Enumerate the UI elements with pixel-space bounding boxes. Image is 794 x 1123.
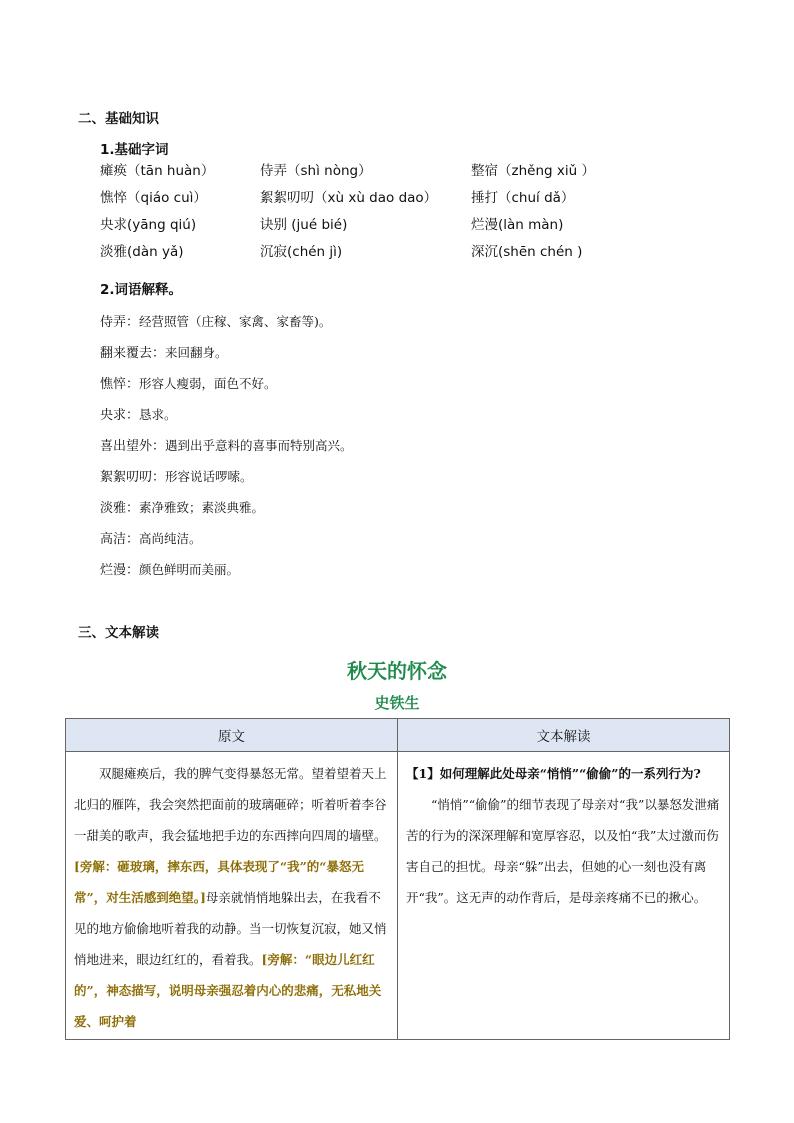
definitions-list (100, 306, 353, 585)
vocab-item: 烂漫(làn màn) (471, 217, 564, 233)
definition-item (100, 554, 353, 585)
definition-term: 翻来覆去： (100, 346, 166, 361)
vocab-item: 淡雅(dàn yǎ) (100, 244, 184, 260)
definition-text: 素净雅致；素淡典雅。 (139, 500, 265, 515)
original-text-cell (66, 752, 398, 1040)
annotation-note: [旁解：砸玻璃，摔东西，具体表现了“我”的“暴怒无常”，对生活感到绝望。] (74, 859, 364, 905)
section-basic-knowledge: 二、基础知识 (78, 111, 159, 127)
definition-term: 絮絮叨叨： (100, 470, 166, 485)
definition-term: 侍弄： (100, 315, 140, 330)
vocab-row (100, 158, 620, 185)
definition-term: 憔悴： (100, 377, 140, 392)
definition-item (100, 399, 353, 430)
vocab-row (100, 239, 620, 266)
vocab-item: 深沉(shēn chén ) (471, 244, 583, 260)
annotation-note: [旁解：“眼边儿红红的”，神态描写，说明母亲强忍着内心的悲痛，无私地关爱、呵护着 (74, 952, 382, 1029)
definition-item (100, 461, 353, 492)
vocab-grid (100, 158, 620, 266)
definition-text: 形容说话啰嗦。 (165, 469, 253, 484)
vocab-item: 瘫痪（tān huàn） (100, 163, 215, 179)
original-text: 母亲就悄悄地躲出去，在我看不见的地方偷偷地听着我的动静。当一切恢复沉寂，她又悄悄地进来，眼边红红的，看着我。 (74, 890, 387, 967)
definition-term: 高洁： (100, 532, 140, 547)
definition-text: 颜色鲜明而美丽。 (139, 562, 240, 577)
vocab-heading: 1.基础字词 (100, 142, 169, 158)
definition-item (100, 337, 353, 368)
definition-term: 央求： (100, 408, 140, 423)
vocab-item: 侍弄（shì nòng） (260, 163, 372, 179)
original-text: 双腿瘫痪后，我的脾气变得暴怒无常。望着望着天上北归的雁阵，我会突然把面前的玻璃砸碎；听着听着李谷一甜美的歌声，我会猛地把手边的东西摔向四周的墙壁。 (74, 766, 387, 843)
article-title: 秋天的怀念 (347, 659, 447, 683)
table-row (66, 752, 730, 1040)
definition-term: 淡雅： (100, 501, 140, 516)
vocab-item: 诀别 (jué bié) (260, 217, 348, 233)
column-header-analysis: 文本解读 (398, 719, 730, 752)
definition-term: 烂漫： (100, 563, 140, 578)
vocab-row (100, 212, 620, 239)
reading-table (65, 718, 730, 1040)
definition-item (100, 368, 353, 399)
vocab-item: 沉寂(chén jì) (260, 244, 343, 260)
vocab-item: 捶打（chuí dǎ） (471, 190, 575, 206)
definition-item (100, 306, 353, 337)
column-header-original: 原文 (66, 719, 398, 752)
vocab-item: 絮絮叨叨（xù xù dao dao） (260, 190, 438, 206)
vocab-item: 央求(yāng qiú) (100, 217, 197, 233)
section-text-reading: 三、文本解读 (78, 625, 159, 641)
definition-text: 来回翻身。 (165, 345, 228, 360)
table-header-row (66, 719, 730, 752)
definition-text: 恳求。 (139, 407, 177, 422)
definition-text: 遇到出乎意料的喜事而特别高兴。 (165, 438, 353, 453)
definition-term: 喜出望外： (100, 439, 166, 454)
definition-text: 经营照管（庄稼、家禽、家畜等)。 (139, 314, 332, 329)
definition-item (100, 492, 353, 523)
definition-item (100, 523, 353, 554)
analysis-cell (398, 752, 730, 1040)
analysis-answer: “悄悄”“偷偷”的细节表现了母亲对“我”以暴怒发泄痛苦的行为的深深理解和宽厚容忍，以及怕“我”太过激而伤害自己的担忧。母亲“躲”出去，但她的心一刻也没有离开“我”。这无声的动作背后，是母亲疼痛不已的揪心。 (406, 797, 720, 905)
definitions-heading: 2.词语解释。 (100, 282, 183, 298)
vocab-item: 整宿（zhěng xiǔ ） (471, 163, 595, 179)
definition-item (100, 430, 353, 461)
vocab-item: 憔悴（qiáo cuì） (100, 190, 207, 206)
definition-text: 形容人瘦弱，面色不好。 (139, 376, 277, 391)
analysis-question: 【1】如何理解此处母亲“悄悄”“偷偷”的一系列行为? (406, 766, 701, 781)
original-paragraph (74, 758, 389, 1037)
definition-text: 高尚纯洁。 (139, 531, 202, 546)
article-author: 史铁生 (374, 694, 420, 712)
vocab-row (100, 185, 620, 212)
